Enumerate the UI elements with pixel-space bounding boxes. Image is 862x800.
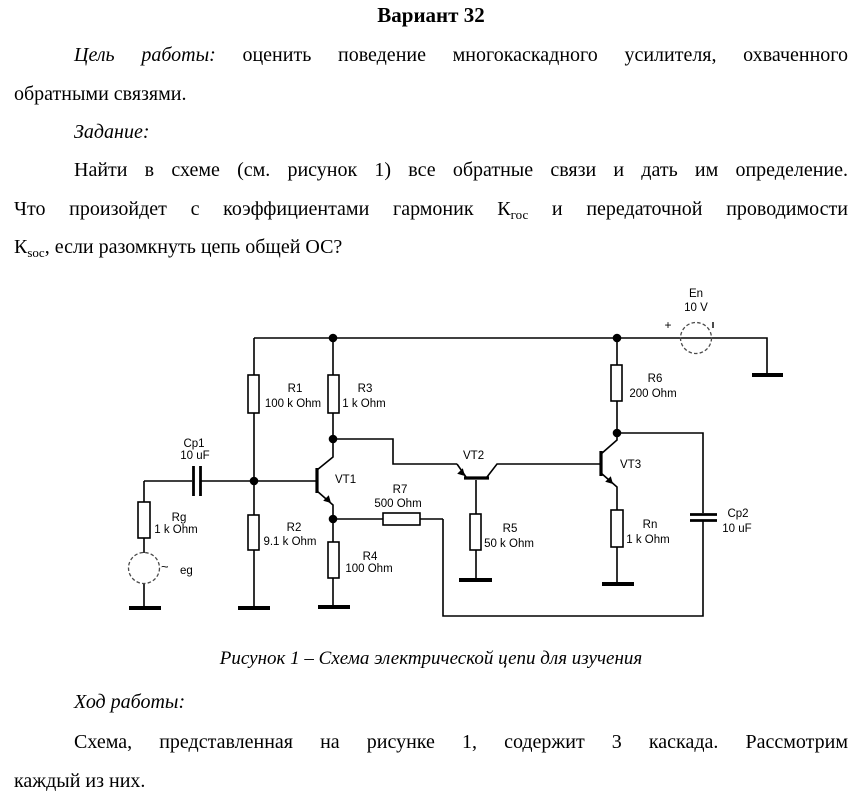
resistor-label: R6 <box>648 373 663 385</box>
resistor-body <box>470 514 481 550</box>
ground-symbols <box>129 375 783 608</box>
junction-dot <box>250 477 259 486</box>
wire <box>144 338 767 616</box>
resistor-R4 <box>328 542 393 578</box>
junction-dot <box>329 435 338 444</box>
junction-dot <box>329 334 338 343</box>
transistor-VT2 <box>457 450 489 478</box>
resistor-R2 <box>248 515 317 550</box>
resistor-body <box>328 542 339 578</box>
capacitor-label: Cp1 <box>183 438 204 450</box>
resistor-R1 <box>248 375 321 413</box>
resistor-value: 200 Ohm <box>629 388 676 400</box>
resistor-value: 100 k Ohm <box>265 398 321 410</box>
goal-line-2: обратными связями. <box>14 75 848 114</box>
resistor-body <box>611 510 623 547</box>
task-line-2 <box>14 190 848 229</box>
resistor-label: R1 <box>288 383 303 395</box>
procedure-heading: Ход работы: <box>14 683 848 722</box>
figure-caption: Рисунок 1 – Схема электрической цепи для изучения <box>14 645 848 673</box>
task-line-3 <box>14 228 848 267</box>
junction-dot <box>613 429 622 438</box>
junction-dot <box>329 515 338 524</box>
task-line-2-text-b: и передаточной проводимости <box>528 198 848 220</box>
resistor-body <box>383 513 420 525</box>
transistor-VT1 <box>317 468 356 503</box>
sine-tilde-icon: ~ <box>161 559 169 574</box>
subscript-soc: soc <box>27 245 44 260</box>
resistor-label: R3 <box>358 383 373 395</box>
procedure-paragraph <box>14 723 848 800</box>
task-line-3-text: К <box>14 236 27 258</box>
resistor-value: 50 k Ohm <box>484 538 534 550</box>
transistor-label: VT1 <box>335 474 356 486</box>
plus-terminal: + <box>664 318 671 332</box>
capacitor-Cp2 <box>690 508 752 535</box>
resistor-body <box>248 375 259 413</box>
resistor-value: 1 k Ohm <box>342 398 385 410</box>
capacitor-Cp1 <box>180 438 209 496</box>
resistor-value: 9.1 k Ohm <box>263 536 316 548</box>
source-label: En <box>689 288 703 300</box>
task-line-1: Найти в схеме (см. рисунок 1) все обратные связи и дать им определение. <box>14 151 848 190</box>
task-heading: Задание: <box>14 113 848 152</box>
resistor-R3 <box>328 375 386 413</box>
signal-source-eg <box>129 553 193 584</box>
transistor-label: VT2 <box>463 450 484 462</box>
resistor-label: R5 <box>503 523 518 535</box>
resistor-body <box>611 365 622 401</box>
resistor-R6 <box>611 365 677 401</box>
goal-text: оценить поведение многокаскадного усилителя, охваченного <box>216 44 848 66</box>
capacitor-value: 10 uF <box>180 450 209 462</box>
procedure-line-2: каждый из них. <box>14 762 848 800</box>
transistor-label: VT3 <box>620 459 641 471</box>
resistor-label: R7 <box>393 484 408 496</box>
resistor-value: 500 Ohm <box>374 498 421 510</box>
subscript-goc: гос <box>511 207 529 222</box>
goal-line-1 <box>14 36 848 75</box>
junction-dot <box>613 334 622 343</box>
resistor-body <box>138 502 150 538</box>
resistor-label: R4 <box>363 551 378 563</box>
source-label: eg <box>180 565 193 577</box>
resistor-label: Rg <box>172 512 187 524</box>
junction-dots <box>250 334 622 524</box>
page-title: Вариант 32 <box>14 0 848 30</box>
resistor-value: 1 k Ohm <box>154 524 197 536</box>
capacitor-value: 10 uF <box>722 523 751 535</box>
emitter-arrow-icon <box>323 495 331 503</box>
resistor-body <box>328 375 339 413</box>
task-line-2-text: Что произойдет с коэффициентами гармоник К <box>14 198 511 220</box>
resistor-Rn <box>611 510 670 547</box>
goal-paragraph <box>14 36 848 113</box>
goal-label: Цель работы: <box>74 44 216 66</box>
resistor-value: 100 Ohm <box>345 563 392 575</box>
resistor-Rg <box>138 502 198 538</box>
resistor-label: Rn <box>643 519 658 531</box>
procedure-line-1: Схема, представленная на рисунке 1, содержит 3 каскада. Рассмотрим <box>14 723 848 762</box>
resistor-label: R2 <box>287 522 302 534</box>
source-value: 10 V <box>684 302 708 314</box>
resistor-body <box>248 515 259 550</box>
task-line-3-text-b: , если разомкнуть цепь общей ОС? <box>45 236 343 258</box>
resistor-value: 1 k Ohm <box>626 534 669 546</box>
capacitor-label: Cp2 <box>727 508 748 520</box>
figure-1-schematic <box>0 280 862 640</box>
resistor-R5 <box>470 514 534 550</box>
task-paragraph <box>14 151 848 267</box>
source-circle-icon <box>129 553 160 584</box>
voltage-source-En <box>664 288 713 354</box>
